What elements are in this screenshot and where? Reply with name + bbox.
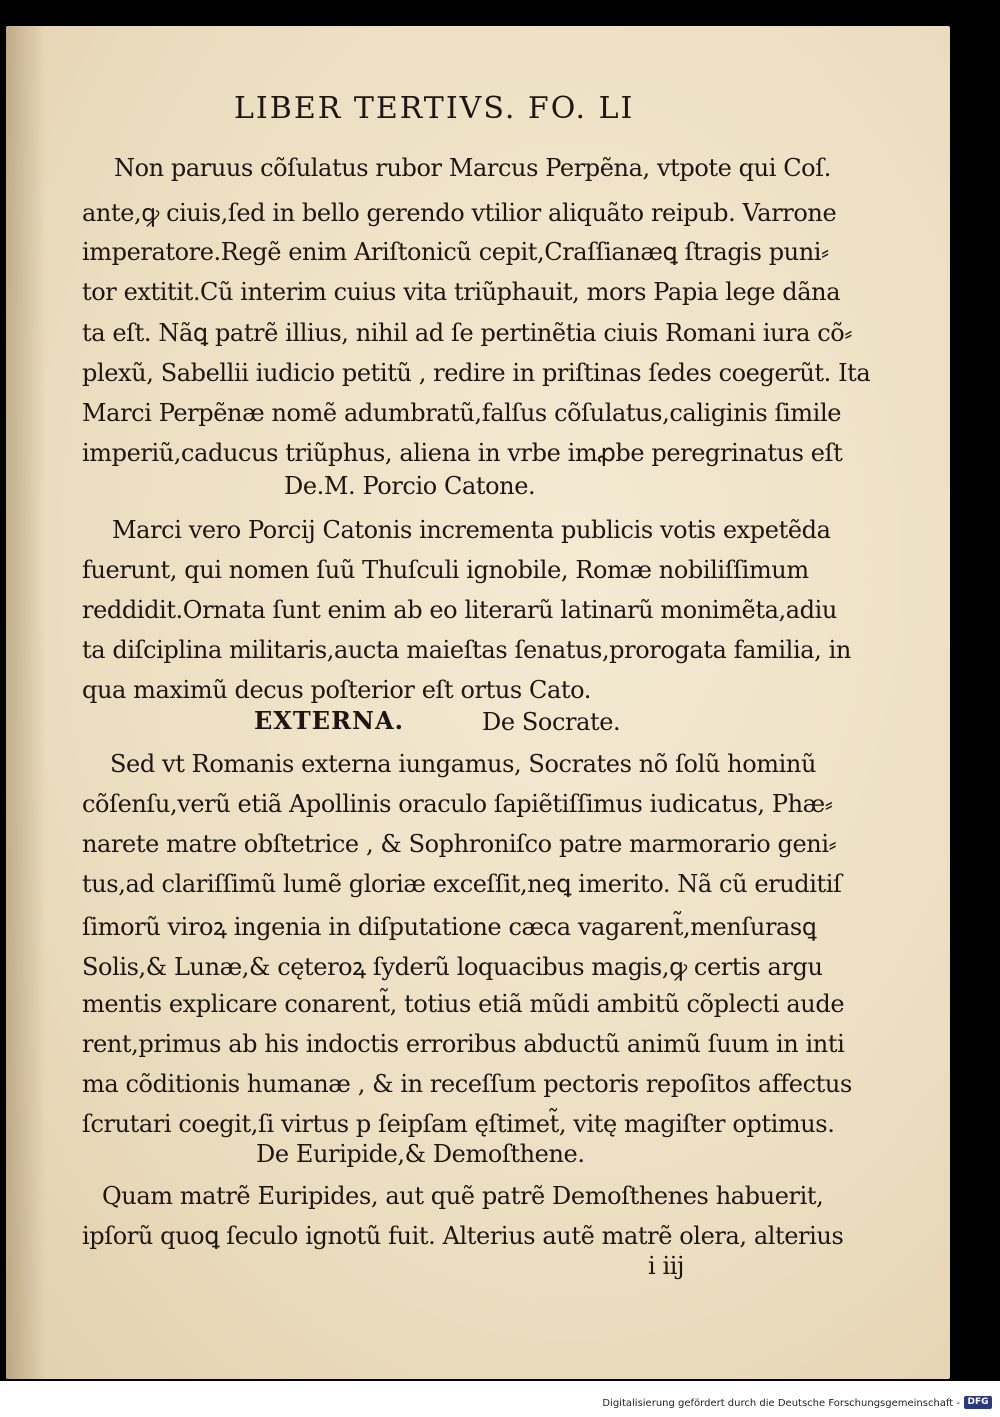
text-line: narete matre obſtetrice , & Sophroniſco patre marmorario geni⸗ [82, 830, 837, 858]
funding-credit: Digitalisierung gefördert durch die Deutsche Forschungsgemeinschaft - [602, 1398, 960, 1409]
text-line: reddidit.Ornata ſunt enim ab eo literarũ latinarũ monimẽta,adiu [82, 596, 837, 624]
section-heading-externa: EXTERNA. [254, 706, 404, 735]
text-line: ma cõditionis humanæ , & in receſſum pectoris repoſitos affectus [82, 1070, 852, 1098]
text-line: ta eſt. Nãꝗ patrẽ illius, nihil ad ſe pertinẽtia ciuis Romani iura cõ⸗ [82, 319, 852, 347]
section-heading-cato: De.M. Porcio Catone. [284, 472, 536, 500]
text-line: ſcrutari coegit,ſi virtus p ſeipſam ęſtimet̃, vitę magiſter optimus. [82, 1110, 835, 1138]
book-page [6, 26, 950, 1379]
text-line: rent,primus ab his indoctis erroribus abductũ animũ ſuum in inti [82, 1030, 845, 1058]
text-line: Sed vt Romanis externa iungamus, Socrates nõ ſolũ hominũ [110, 750, 817, 778]
text-line: plexũ, Sabellii iudicio petitũ , redire in priſtinas ſedes coegerũt. Ita [82, 359, 871, 387]
text-line: Non paruus cõſulatus rubor Marcus Perpẽna, vtpote qui Coſ. [114, 154, 831, 182]
text-line: tor extitit.Cũ interim cuius vita triũphauit, mors Papia lege dãna [82, 278, 841, 306]
text-line: imperiũ,caducus triũphus, aliena in vrbe imꝓbe peregrinatus eſt [82, 439, 843, 467]
section-subheading-socrates: De Socrate. [482, 708, 621, 736]
text-line: cõſenſu,verũ etiã Apollinis oraculo ſapiẽtiſſimus iudicatus, Phæ⸗ [82, 790, 833, 818]
signature-mark: i iij [648, 1252, 685, 1280]
text-line: Solis,& Lunæ,& cęteroꝝ ſyderũ loquacibus magis,ꝙ certis argu [82, 953, 823, 981]
text-line: ſimorũ viroꝝ ingenia in diſputatione cæca vagarent̃,menſurasꝗ [82, 913, 817, 941]
text-line: mentis explicare conarent̃, totius etiã mũdi ambitũ cõplecti aude [82, 990, 845, 1018]
running-head: LIBER TERTIVS. FO. LI [234, 91, 635, 126]
text-line: tus,ad clariſſimũ lumẽ gloriæ exceſſit,neꝗ imerito. Nã cũ eruditiſ [82, 870, 842, 898]
text-line: Marci Perpẽnæ nomẽ adumbratũ,falſus cõſulatus,caliginis ſimile [82, 399, 842, 427]
dfg-logo: DFG [964, 1396, 992, 1409]
text-line: Quam matrẽ Euripides, aut quẽ patrẽ Demoſthenes habuerit, [102, 1182, 824, 1210]
text-line: ante,ꝙ ciuis,ſed in bello gerendo vtilior aliquãto reipub. Varrone [82, 199, 837, 227]
text-line: imperatore.Regẽ enim Ariſtonicũ cepit,Craſſianæꝗ ſtragis puni⸗ [82, 238, 829, 266]
text-line: ta diſciplina militaris,aucta maieſtas ſenatus,prorogata familia, in [82, 636, 851, 664]
text-line: fuerunt, qui nomen ſuũ Thuſculi ignobile, Romæ nobiliſſimum [82, 556, 809, 584]
text-line: ipſorũ quoꝗ ſeculo ignotũ fuit. Alterius autẽ matrẽ olera, alterius [82, 1222, 844, 1250]
text-line: Marci vero Porcij Catonis incrementa publicis votis expetẽda [112, 516, 831, 544]
section-heading-euripides: De Euripide,& Demoſthene. [256, 1140, 585, 1168]
text-line: qua maximũ decus poſterior eſt ortus Cato. [82, 676, 592, 704]
